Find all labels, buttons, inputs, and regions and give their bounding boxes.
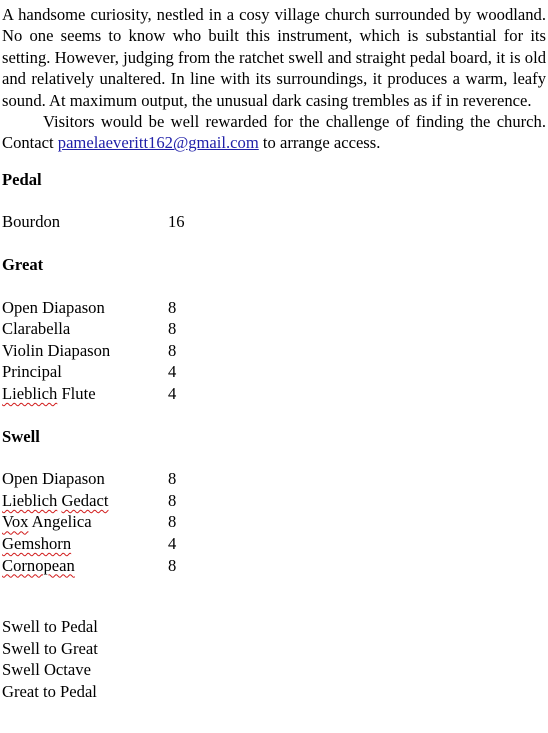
stop-row bbox=[2, 340, 546, 362]
stop-pitch: 4 bbox=[168, 533, 177, 553]
stop-row bbox=[2, 555, 546, 577]
coupler-item: Swell to Great bbox=[2, 638, 98, 658]
stop-name: Violin Diapason bbox=[2, 340, 111, 360]
spellcheck-word: Lieblich bbox=[2, 384, 58, 403]
intro-paragraph-2 bbox=[2, 111, 546, 154]
stop-pitch: 8 bbox=[168, 340, 177, 360]
spellcheck-word: Vox bbox=[2, 512, 29, 532]
stop-row bbox=[2, 297, 546, 319]
coupler-item: Swell to Pedal bbox=[2, 617, 98, 637]
stop-name bbox=[2, 511, 168, 533]
stop-name: Principal bbox=[2, 362, 62, 382]
stop-pitch: 4 bbox=[168, 384, 177, 403]
stop-name: Open Diapason bbox=[2, 469, 105, 489]
stop-pitch: 8 bbox=[168, 555, 177, 575]
stop-name: Open Diapason bbox=[2, 297, 105, 317]
stop-name bbox=[2, 383, 168, 405]
stop-name: Bourdon bbox=[2, 212, 61, 232]
couplers-list bbox=[2, 616, 546, 702]
coupler-item: Great to Pedal bbox=[2, 681, 97, 701]
great-heading: Great bbox=[2, 255, 44, 275]
spellcheck-word: Gedact bbox=[61, 490, 109, 510]
pedal-heading: Pedal bbox=[2, 169, 42, 189]
stop-name-rest: Angelica bbox=[28, 512, 92, 532]
stop-pitch: 8 bbox=[168, 319, 177, 339]
intro-section bbox=[2, 4, 546, 154]
stop-name bbox=[2, 490, 168, 512]
stop-pitch: 8 bbox=[168, 512, 177, 532]
stop-row bbox=[2, 211, 546, 233]
swell-heading: Swell bbox=[2, 426, 40, 446]
stop-row bbox=[2, 383, 546, 405]
coupler-item: Swell Octave bbox=[2, 660, 91, 680]
stop-pitch: 16 bbox=[168, 212, 185, 232]
stop-pitch: 8 bbox=[168, 469, 177, 489]
stop-name bbox=[2, 555, 168, 577]
stop-name: Clarabella bbox=[2, 319, 71, 339]
stop-name bbox=[2, 533, 168, 555]
stop-row bbox=[2, 468, 546, 490]
contact-email-link[interactable]: pamelaeveritt162@gmail.com bbox=[57, 133, 259, 153]
stop-row bbox=[2, 490, 546, 512]
stop-row bbox=[2, 511, 546, 533]
intro-paragraph-2-end: to arrange access. bbox=[258, 133, 381, 153]
spellcheck-word: Cornopean bbox=[2, 555, 75, 575]
stop-name-rest: Flute bbox=[57, 384, 96, 403]
spellcheck-word: Gemshorn bbox=[2, 533, 72, 553]
intro-paragraph-1: A handsome curiosity, nestled in a cosy village church surrounded by woodland. No one seems to know who built this instrument, which is substantial for its setting. However, judging from the ratchet swell and straight pedal board, it is old and relatively unaltered. In line with its surroundings, it produces a warm, leafy sound. At maximum output, the unusual dark casing trembles as if in reverence. bbox=[2, 5, 546, 110]
spellcheck-word: Lieblich bbox=[2, 490, 58, 510]
stop-row bbox=[2, 361, 546, 383]
stop-row bbox=[2, 318, 546, 340]
stop-pitch: 8 bbox=[168, 297, 177, 317]
stop-pitch: 4 bbox=[168, 362, 177, 382]
intro-paragraph-2-text: Visitors would be well rewarded for the challenge of finding the church. Contact bbox=[2, 112, 546, 153]
stop-pitch: 8 bbox=[168, 490, 177, 510]
stop-row bbox=[2, 533, 546, 555]
